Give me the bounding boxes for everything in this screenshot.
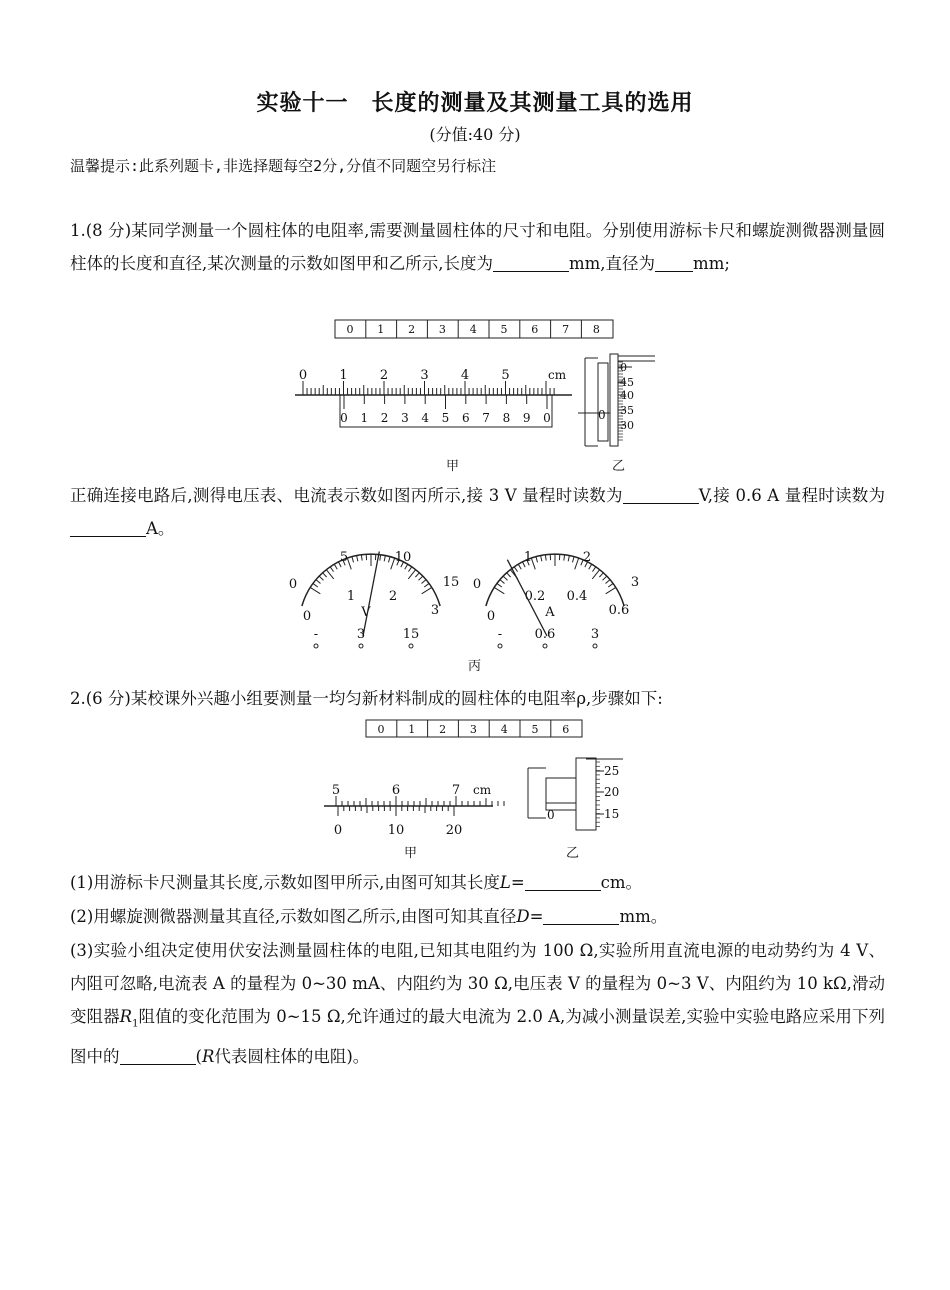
scale-label: 3 [420, 368, 429, 383]
meter-tick [518, 564, 521, 569]
scale-label: 3 [469, 723, 477, 736]
scale-label: 1 [339, 368, 348, 383]
main-scale-ticks [303, 381, 554, 395]
meter-tick [606, 587, 616, 593]
q2-step2 [70, 900, 885, 933]
meter-tick [419, 576, 423, 580]
scale-label: 0 [543, 411, 551, 425]
terminal-dot [359, 644, 363, 648]
q2-step1 [70, 866, 885, 899]
vernier-top-labels [378, 720, 570, 737]
vernier-top-labels [347, 320, 600, 338]
caliper-main-labels [299, 368, 510, 383]
scale-label: 4 [460, 368, 470, 383]
q2-s3b: 阻值的变化范围为 0~15 Ω,允许通过的最大电流为 2.0 A,为减小测量误差,实验中实验电路应采用下列图中的 [70, 1007, 886, 1067]
meter-tick [361, 555, 362, 561]
q1-figure-meters [285, 548, 675, 653]
scale-label: 4 [469, 323, 477, 336]
thimble-label: 45 [620, 376, 634, 389]
answer-blank[interactable] [525, 872, 601, 891]
meter-tick [415, 573, 419, 577]
answer-blank[interactable] [120, 1046, 196, 1065]
eq: = [510, 873, 525, 892]
meter-tick [388, 557, 390, 563]
inner-scale-label: 0 [486, 609, 496, 624]
meter-tick [545, 555, 546, 561]
thimble-scale [618, 356, 655, 440]
scale-label: 4 [500, 723, 508, 736]
thimble-label: 30 [620, 419, 634, 432]
terminal-label: 0.6 [534, 627, 556, 642]
terminal-label: 15 [402, 627, 420, 642]
q2-s1a: (1)用游标卡尺测量其长度,示数如图甲所示,由图可知其长度 [70, 873, 500, 892]
scale-label: 3 [401, 411, 409, 425]
q1-end2: A。 [146, 519, 175, 538]
outer-scale-label: 0 [472, 577, 482, 592]
terminal-dot [314, 644, 318, 648]
meter-tick [421, 580, 426, 584]
answer-blank[interactable] [655, 253, 693, 272]
meter-tick [380, 555, 381, 561]
outer-scale-label: 3 [630, 575, 640, 590]
scale-label: 2 [408, 323, 416, 336]
var-R: R [119, 1007, 133, 1026]
inner-scale-label: 0.2 [524, 589, 546, 604]
meter-tick [599, 573, 603, 577]
meter-tick [316, 580, 321, 584]
meter-tick [500, 580, 505, 584]
scale-label: 5 [531, 723, 539, 736]
scale-label: 8 [502, 411, 511, 425]
scale-label: 2 [380, 411, 389, 425]
page-title: 实验十一 长度的测量及其测量工具的选用 [256, 90, 694, 116]
scale-label: 5 [441, 411, 450, 425]
scale-label: 8 [592, 323, 600, 336]
thimble-label: 40 [620, 389, 634, 402]
terminal-dot [409, 644, 413, 648]
inner-scale-label: 3 [430, 603, 440, 618]
q1-line: 1.(8 分)某同学测量一个圆柱体的电阻率,需要测量圆柱体的尺寸和电阻。分别使用游标卡尺和螺旋测微器测量圆柱体的长度和直径,某次测量的示数如图甲和乙所示,长度为 [70, 221, 885, 273]
scale-label: 20 [445, 823, 463, 838]
var-D: D [516, 907, 530, 926]
inner-scale-label: 0.4 [566, 589, 588, 604]
scale-label: 5 [500, 323, 508, 336]
scale-label: 0 [333, 823, 343, 838]
scale-label: 6 [562, 723, 570, 736]
scale-label: 5 [331, 783, 341, 798]
meter-tick [323, 573, 327, 577]
scale-label: 7 [482, 411, 490, 425]
meter-tick [592, 567, 595, 572]
q2-figure-caliper-micrometer [318, 718, 638, 843]
terminal-label: 3 [590, 627, 600, 642]
meter-tick [319, 576, 323, 580]
meter-tick [352, 557, 354, 563]
inner-scale-label: 0 [302, 609, 312, 624]
fig-label-bing: 丙 [468, 659, 482, 674]
meter-tick [497, 583, 502, 587]
unit: cm。 [600, 873, 643, 892]
vernier-scale [340, 395, 551, 425]
q1-end: mm; [693, 254, 730, 273]
outer-scale-label: 10 [394, 550, 412, 565]
meter-tick [572, 557, 574, 563]
q1-mid: mm,直径为 [569, 254, 656, 273]
terminal-label: - [313, 627, 319, 642]
scale-label: 3 [438, 323, 446, 336]
meter-symbol: A [545, 605, 555, 620]
sleeve-zero: 0 [598, 408, 606, 422]
scale-label: 4 [421, 411, 430, 425]
meter-tick [310, 587, 320, 593]
thimble-label: 35 [620, 404, 634, 417]
scale-label: 0 [377, 723, 385, 736]
paren: ( [195, 1047, 202, 1067]
meter-tick [503, 576, 507, 580]
var-R2: R [201, 1047, 215, 1067]
meter-tick [357, 555, 358, 561]
fig-label-yi: 乙 [612, 459, 626, 474]
meter-tick [334, 564, 337, 569]
meter-tick [605, 580, 610, 584]
scale-label: 9 [522, 411, 531, 425]
meter-tick [536, 557, 538, 563]
inner-scale-label: 1 [346, 589, 356, 604]
scale-label: 6 [461, 411, 470, 425]
q1-figure-caliper-micrometer [280, 318, 680, 478]
ammeter [473, 550, 639, 648]
terminal-dot [498, 644, 502, 648]
caliper-main-labels [332, 783, 460, 798]
scale-label: 7 [451, 783, 461, 798]
meter-tick [564, 555, 565, 561]
scale-label: 0 [340, 411, 348, 425]
micrometer-yi [528, 758, 623, 830]
unit: mm。 [619, 907, 668, 926]
meter-tick [494, 587, 504, 593]
meter-tick [422, 587, 432, 593]
outer-scale-label: 1 [523, 550, 533, 565]
scale-label: 2 [379, 368, 389, 383]
terminal-label: - [497, 627, 503, 642]
q2-s3d: 代表圆柱体的电阻)。 [214, 1047, 370, 1067]
tip-text: 温馨提示:此系列题卡,非选择题每空2分,分值不同题空另行标注 [70, 157, 497, 175]
score-note: (分值:40 分) [429, 125, 521, 144]
answer-blank[interactable] [70, 518, 146, 537]
meter-tick [330, 567, 333, 572]
vernier-labels [334, 823, 462, 838]
scale-label: 1 [360, 411, 369, 425]
terminal-dot [593, 644, 597, 648]
q1-text [70, 214, 885, 280]
inner-scale-label: 2 [388, 589, 398, 604]
scale-label: 10 [387, 823, 405, 838]
q1-meter-text [70, 479, 885, 545]
scale-label: 6 [531, 323, 539, 336]
thimble-label: 25 [604, 764, 620, 778]
fig-label-jia: 甲 [446, 459, 460, 474]
scale-label: 7 [562, 323, 570, 336]
unit-label: cm [473, 783, 492, 797]
answer-blank[interactable] [493, 253, 569, 272]
scale-label: 1 [377, 323, 385, 336]
meter-tick [575, 558, 579, 569]
scale-label: 1 [408, 723, 416, 736]
fig-label-yi: 乙 [566, 846, 580, 861]
outer-scale-label: 0 [288, 577, 298, 592]
meter-tick [603, 576, 607, 580]
meter-tick [608, 583, 613, 587]
scale-label: 6 [391, 783, 401, 798]
fig-label-jia: 甲 [404, 846, 418, 861]
var-L: L [499, 873, 511, 892]
sleeve-zero: 0 [547, 808, 555, 822]
meter-tick [424, 583, 429, 587]
answer-blank[interactable] [623, 485, 699, 504]
eq: = [529, 907, 544, 926]
q1-mid2: V,接 0.6 A 量程时读数为 [698, 486, 885, 505]
meter-tick [507, 573, 511, 577]
voltmeter [289, 550, 459, 648]
scale-label: 0 [346, 323, 354, 336]
thimble-scale [586, 759, 623, 827]
scale-label: 2 [439, 723, 447, 736]
thimble-label: 20 [604, 785, 620, 799]
q2-step3 [70, 934, 885, 1073]
meter-tick [541, 555, 542, 561]
meter-tick [408, 567, 411, 572]
thimble-label: 0 [620, 361, 627, 374]
inner-scale-label: 0.6 [608, 603, 630, 618]
q2-s2a: (2)用螺旋测微器测量其直径,示数如图乙所示,由图可知其直径 [70, 907, 517, 926]
sub-1: 1 [132, 1018, 139, 1030]
terminal-dot [543, 644, 547, 648]
meter-tick [568, 555, 569, 561]
unit-label: cm [548, 368, 567, 382]
outer-scale-label: 2 [582, 550, 592, 565]
q1-line2: 正确连接电路后,测得电压表、电流表示数如图丙所示,接 3 V 量程时读数为 [70, 486, 623, 505]
answer-blank[interactable] [543, 906, 619, 925]
q2-intro: 2.(6 分)某校课外兴趣小组要测量一均匀新材料制成的圆柱体的电阻率ρ,步骤如下: [70, 689, 663, 708]
meter-tick [313, 583, 318, 587]
outer-scale-label: 5 [339, 550, 349, 565]
meter-symbol: V [361, 605, 371, 620]
terminal-label: 3 [356, 627, 366, 642]
micrometer-jia [578, 354, 655, 446]
scale-label: 5 [501, 368, 510, 383]
meter-tick [384, 555, 385, 561]
outer-scale-label: 15 [442, 575, 460, 590]
q2-s3a: (3)实验小组决定使用伏安法测量圆柱体的电阻,已知其电阻约为 100 Ω,实验所用直流电源的电动势约为 4 V、内阻可忽略,电流表 A 的量程为 0~30 mA、内阻约为 30 Ω,电压表 V 的量程为 0~3 V、内阻约为 10 kΩ,滑动变阻器 [70, 941, 885, 1026]
meter-tick [514, 567, 517, 572]
thimble-label: 15 [604, 807, 620, 821]
scale-label: 0 [298, 368, 308, 383]
